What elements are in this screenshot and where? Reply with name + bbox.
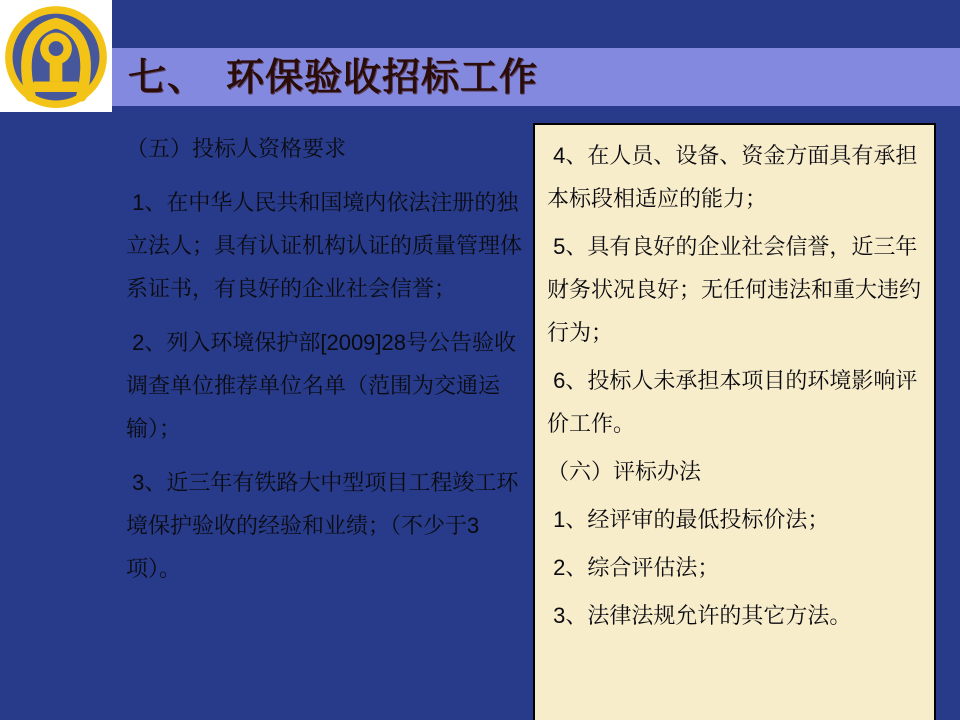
china-railway-logo-icon [3,3,109,109]
left-paragraph: （五）投标人资格要求 [126,136,347,161]
left-paragraph: 3、近三年有铁路大中型项目工程竣工环境保护验收的经验和业绩；（不少于3项）。 [126,470,519,581]
left-paragraph: 1、在中华人民共和国境内依法注册的独立法人；具有认证机构认证的质量管理体系证书，有良好的企业社会信誉； [126,190,523,301]
box-paragraph: 4、在人员、设备、资金方面具有承担本标段相适应的能力； [547,143,918,211]
left-text-column [126,127,530,601]
logo-container [0,0,112,112]
title-band [112,48,960,106]
box-paragraph: 3、法律法规允许的其它方法。 [547,603,852,628]
box-paragraph: （六）评标办法 [547,459,702,484]
box-paragraph: 1、经评审的最低投标价法； [547,507,830,532]
left-paragraph: 2、列入环境保护部[2009]28号公告验收调查单位推荐单位名单（范围为交通运输）； [126,330,516,441]
box-paragraph: 5、具有良好的企业社会信誉，近三年财务状况良好；无任何违法和重大违约行为； [547,234,922,345]
slide-title: 七、 环保验收招标工作 [128,57,539,99]
requirements-box [533,123,936,720]
box-paragraph: 2、综合评估法； [547,555,720,580]
box-paragraph: 6、投标人未承担本项目的环境影响评价工作。 [547,368,918,436]
